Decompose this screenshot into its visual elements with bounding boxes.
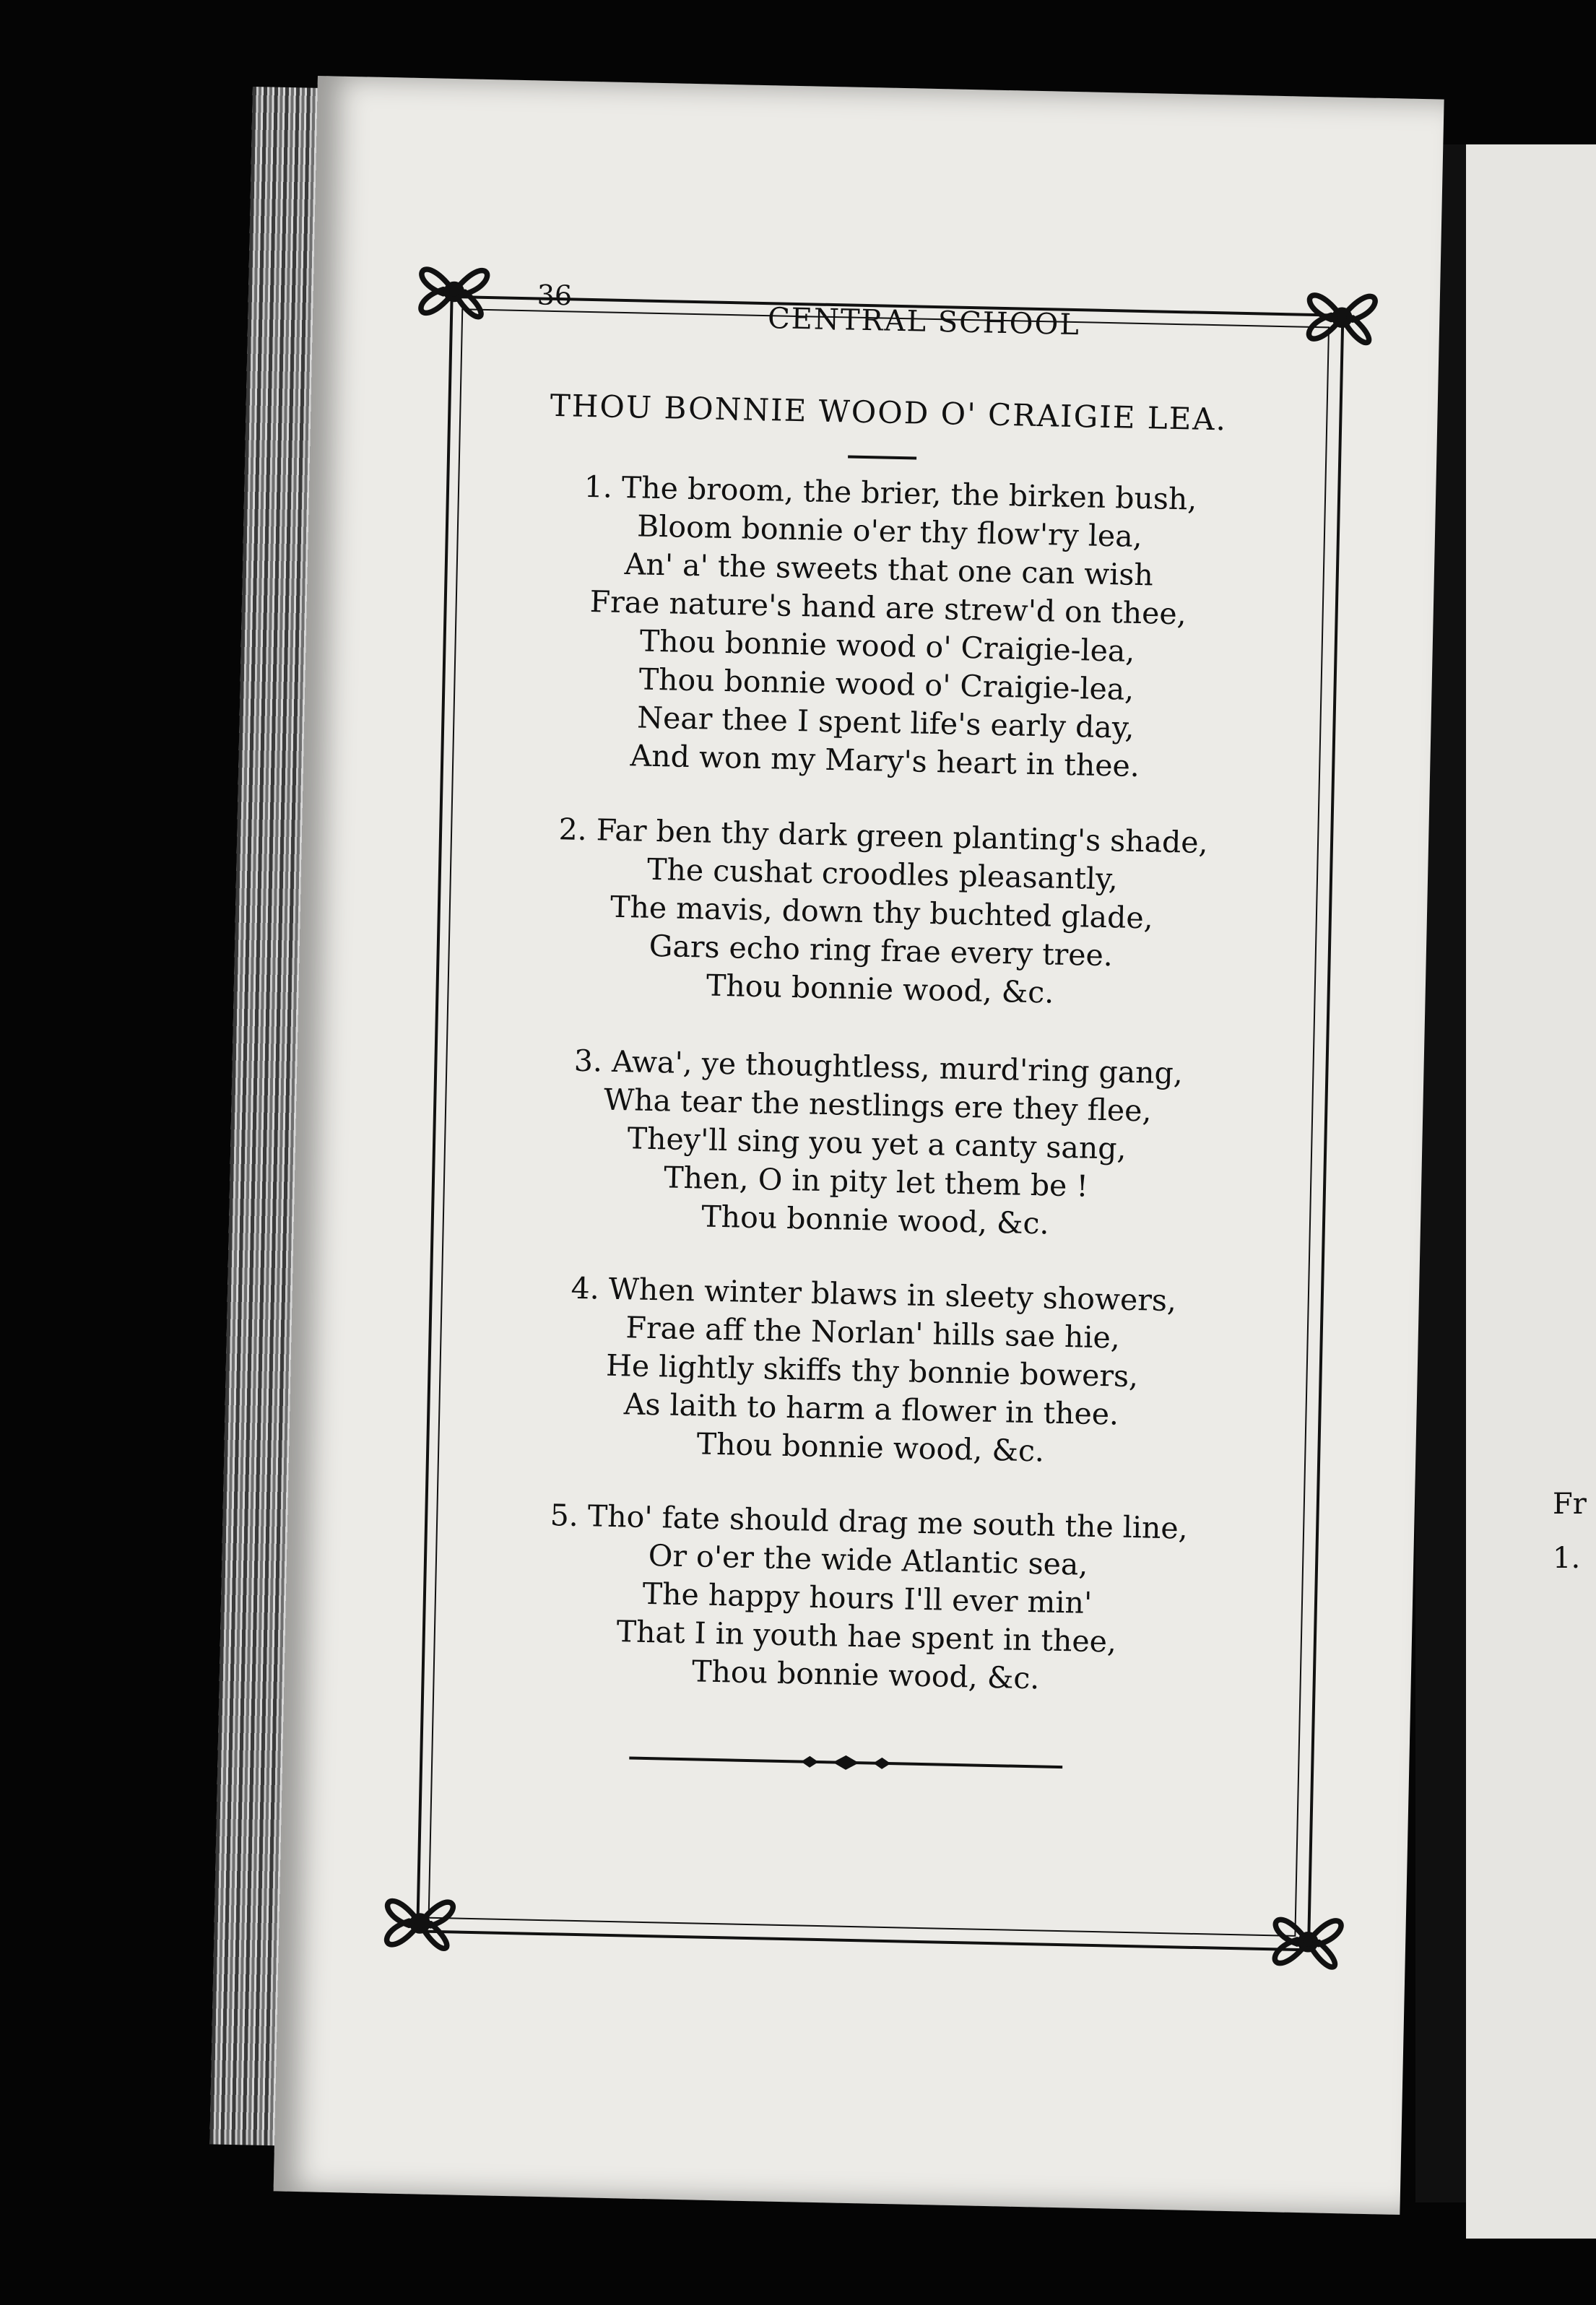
stanza-number: 4. — [571, 1270, 600, 1306]
stanza-line: Thou bonnie wood, &c. — [701, 1199, 1050, 1241]
facing-page — [1466, 144, 1596, 2239]
facing-page-fragment: 1. — [1553, 1542, 1581, 1575]
stanza-number: 5. — [550, 1498, 579, 1533]
stanza-line: Thou bonnie wood o' Craigie-lea, — [638, 661, 1135, 707]
stanza-5 — [284, 1491, 1450, 1707]
stanza-number: 1. — [584, 469, 613, 505]
stanza-1 — [303, 462, 1473, 793]
stanza-4 — [289, 1264, 1455, 1480]
stanza-line: He lightly skiffs thy bonnie bowers, — [605, 1347, 1139, 1394]
stanza-line: Thou bonnie wood, &c. — [696, 1426, 1045, 1469]
stanza-line: They'll sing you yet a canty sang, — [627, 1121, 1127, 1166]
stanza-3 — [294, 1036, 1460, 1252]
facing-page-fragment: Fr — [1553, 1488, 1587, 1521]
stanza-line: 2. Far ben thy dark green planting's shade, — [558, 812, 1209, 861]
stanza-line: Then, O in pity let them be ! — [663, 1160, 1089, 1204]
stanza-line: 5. Tho' fate should drag me south the line, — [550, 1498, 1189, 1546]
stanza-line: Frae aff the Norlan' hills sae hie, — [625, 1310, 1121, 1355]
stanza-line: Wha tear the nestlings ere they flee, — [603, 1082, 1153, 1129]
stanza-line: As laith to harm a flower in thee. — [623, 1386, 1119, 1432]
stanza-line: Near thee I spent life's early day, — [636, 700, 1135, 745]
stanza-line: Thou bonnie wood, &c. — [691, 1654, 1040, 1696]
stanza-line: Bloom bonnie o'er thy flow'ry lea, — [636, 508, 1143, 555]
stanza-line: Frae nature's hand are strew'd on thee, — [589, 584, 1187, 632]
stanza-line: Thou bonnie wood o' Craigie-lea, — [639, 623, 1135, 669]
stanza-line: And won my Mary's heart in thee. — [630, 738, 1140, 784]
stanza-line: 1. The broom, the brier, the birken bush, — [584, 469, 1197, 517]
stanza-line: Thou bonnie wood, &c. — [706, 968, 1054, 1010]
stanza-line: The happy hours I'll ever min' — [642, 1576, 1093, 1620]
stanza-line: 4. When winter blaws in sleety showers, — [571, 1270, 1177, 1319]
bow-ornament-icon — [399, 236, 509, 347]
bow-ornament-icon — [1253, 1887, 1363, 1997]
book-page — [274, 76, 1444, 2215]
stanza-number: 2. — [558, 812, 588, 848]
stanza-line: The mavis, down thy buchted glade, — [610, 889, 1154, 936]
stanza-line: 3. Awa', ye thoughtless, murd'ring gang, — [573, 1043, 1184, 1091]
stanza-line: That I in youth hae spent in thee, — [616, 1614, 1117, 1659]
page-number: 36 — [537, 279, 573, 312]
poem-title: THOU BONNIE WOOD O' CRAIGIE LEA. — [550, 387, 1228, 438]
bow-ornament-icon — [365, 1868, 475, 1979]
stanza-number: 3. — [573, 1043, 603, 1079]
bow-ornament-icon — [1287, 262, 1397, 373]
stanza-line: An' a' the sweets that one can wish — [624, 547, 1154, 593]
stanza-2 — [298, 805, 1465, 1021]
running-header: CENTRAL SCHOOL — [767, 302, 1081, 342]
stanza-line: The cushat croodles pleasantly, — [646, 851, 1119, 897]
stanza-line: Gars echo ring frae every tree. — [649, 928, 1114, 973]
stanza-line: Or o'er the wide Atlantic sea, — [648, 1538, 1088, 1582]
